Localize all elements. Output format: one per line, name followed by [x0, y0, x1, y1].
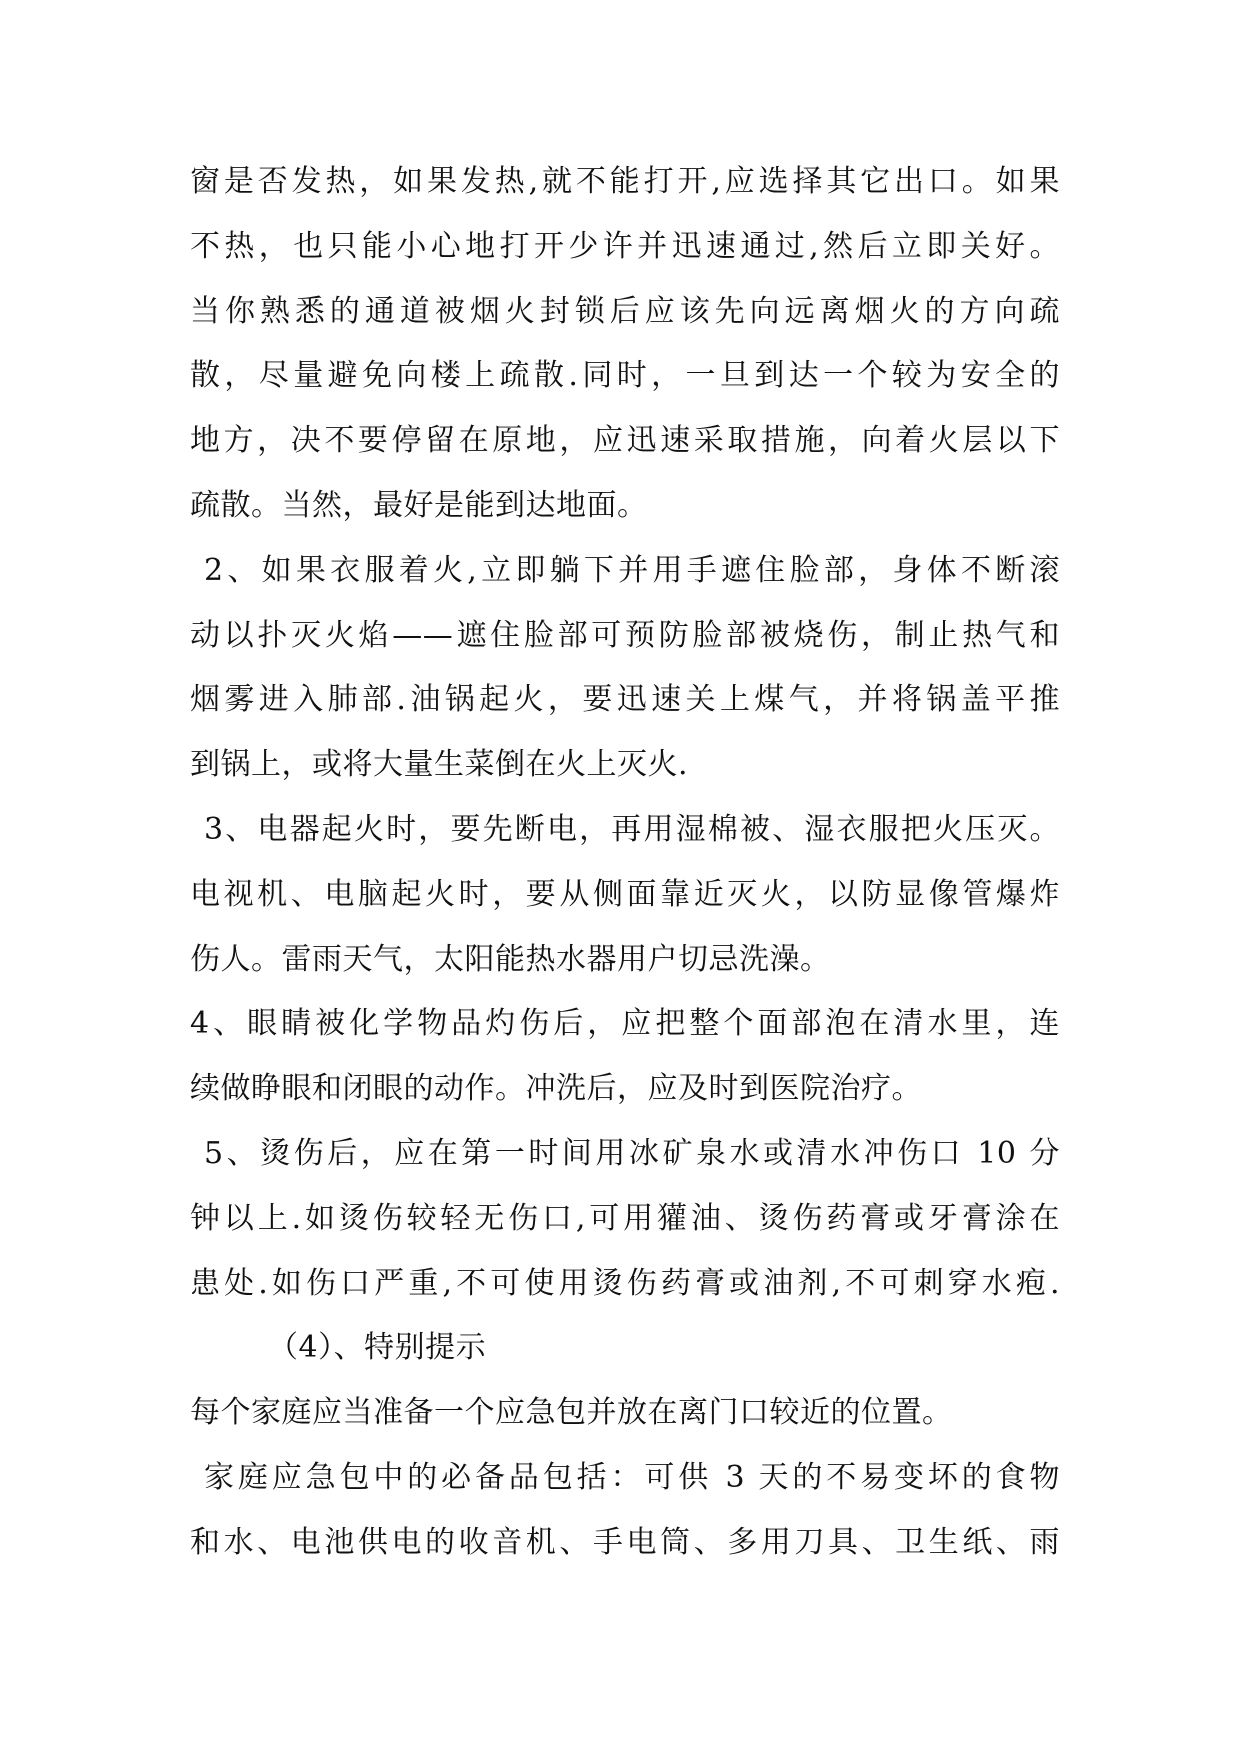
- text-line: 到锅上，或将大量生菜倒在火上灭火.: [190, 747, 689, 783]
- text-line: 家庭应急包中的必备品包括：可供 3 天的不易变坏的食物: [204, 1459, 1060, 1495]
- list-item-4: 4、眼睛被化学物品灼伤后，应把整个面部泡在清水里，连: [190, 1006, 1060, 1042]
- text-line: 烟雾进入肺部.油锅起火，要迅速关上煤气，并将锅盖平推: [190, 682, 1060, 718]
- text-line: 和水、电池供电的收音机、手电筒、多用刀具、卫生纸、雨: [190, 1524, 1060, 1560]
- text-line: 窗是否发热，如果发热,就不能打开,应选择其它出口。如果: [190, 164, 1060, 199]
- body-text: [190, 162, 1060, 1588]
- text-line: 钟以上.如烫伤较轻无伤口,可用獾油、烫伤药膏或牙膏涂在: [190, 1200, 1060, 1236]
- text-line: 伤人。雷雨天气，太阳能热水器用户切忌洗澡。: [190, 941, 831, 977]
- text-line: 散，尽量避免向楼上疏散.同时，一旦到达一个较为安全的: [190, 358, 1060, 394]
- list-item-3: 3、电器起火时，要先断电，再用湿棉被、湿衣服把火压灭。: [204, 811, 1060, 847]
- text-line: 地方，决不要停留在原地，应迅速采取措施，向着火层以下: [190, 423, 1060, 459]
- text-line: 电视机、电脑起火时，要从侧面靠近灭火，以防显像管爆炸: [190, 876, 1060, 912]
- text-line: 动以扑灭火焰——遮住脸部可预防脸部被烧伤，制止热气和: [190, 617, 1060, 653]
- text-line: 不热，也只能小心地打开少许并迅速通过,然后立即关好。: [190, 228, 1060, 264]
- text-line: 疏散。当然，最好是能到达地面。: [190, 487, 648, 523]
- list-item-5: 5、烫伤后，应在第一时间用冰矿泉水或清水冲伤口 10 分: [204, 1135, 1060, 1171]
- list-item-2: 2、如果衣服着火,立即躺下并用手遮住脸部，身体不断滚: [204, 552, 1060, 588]
- section-heading: （4）、特别提示: [268, 1330, 487, 1366]
- text-line: 当你熟悉的通道被烟火封锁后应该先向远离烟火的方向疏: [190, 293, 1060, 329]
- text-line: 每个家庭应当准备一个应急包并放在离门口较近的位置。: [190, 1395, 953, 1431]
- text-line: 患处.如伤口严重,不可使用烫伤药膏或油剂,不可刺穿水疱.: [190, 1265, 1060, 1301]
- text-line: 续做睁眼和闭眼的动作。冲洗后，应及时到医院治疗。: [190, 1071, 922, 1107]
